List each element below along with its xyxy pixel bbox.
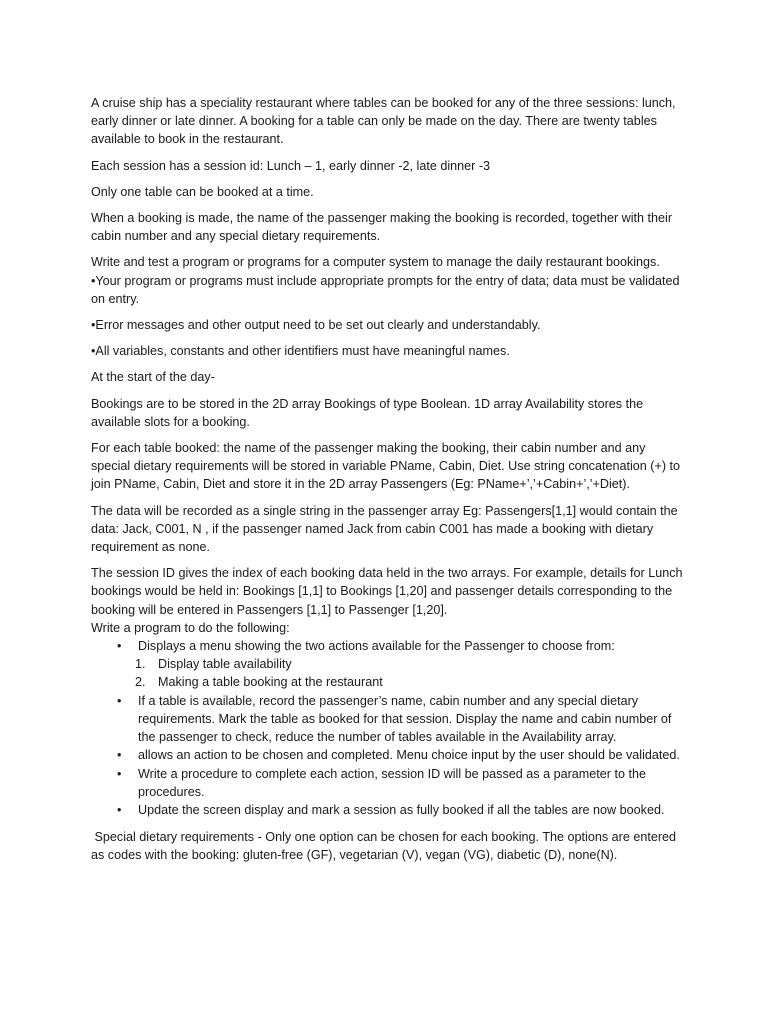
task-heading: Write and test a program or programs for a computer system to manage the daily restaurant bookings. <box>91 255 660 270</box>
program-heading: Write a program to do the following: <box>91 620 290 635</box>
menu-option <box>91 655 683 673</box>
bullet-icon: • <box>117 639 122 654</box>
intro-paragraph-session-ids: Each session has a session id: Lunch – 1, early dinner -2, late dinner -3 <box>91 158 491 173</box>
storage-paragraph-concatenation: For each table booked: the name of the passenger making the booking, their cabin number and any special dietary requirements will be stored in variable PName, Cabin, Diet. Use string concatenation (+) to join PName, Cabin, Diet and store it in the 2D array Passengers (Eg: PName+’,’+Cabin+’,’+Diet). <box>91 441 681 492</box>
list-item-text: Write a procedure to complete each action, session ID will be passed as a parameter to the procedures. <box>138 766 646 799</box>
program-requirements-list <box>91 637 683 819</box>
list-item <box>91 746 683 764</box>
bullet-icon: • <box>117 802 122 817</box>
task-bullet-errors: • Error messages and other output need to be set out clearly and understandably. <box>91 316 683 334</box>
storage-paragraph-session-index: The session ID gives the index of each booking data held in the two arrays. For example, details for Lunch bookings would be held in: Bookings [1,1] to Bookings [1,20] and passenger details corresponding to the booking will be entered in Passengers [1,1] to Passenger [1,20]. <box>91 566 683 617</box>
list-item <box>91 765 683 801</box>
menu-option-number: 2. <box>135 675 146 690</box>
bullet-icon: • <box>117 748 122 763</box>
intro-paragraph-one-table: Only one table can be booked at a time. <box>91 184 314 199</box>
dietary-requirements-paragraph: Special dietary requirements - Only one option can be chosen for each booking. The options are entered as codes with the booking: gluten-free (GF), vegetarian (V), vegan (VG), diabetic (D), none(N). <box>91 830 680 863</box>
menu-option-number: 1. <box>135 657 146 672</box>
start-of-day-label: At the start of the day- <box>91 370 215 385</box>
bullet-icon: • <box>117 766 122 781</box>
list-item-text: Update the screen display and mark a session as fully booked if all the tables are now booked. <box>138 802 665 817</box>
list-item <box>91 801 683 819</box>
menu-option <box>91 673 683 691</box>
list-item <box>91 692 683 747</box>
intro-paragraph-booking-record: When a booking is made, the name of the passenger making the booking is recorded, together with their cabin number and any special dietary requirements. <box>91 211 673 244</box>
list-item <box>91 637 683 692</box>
storage-paragraph-arrays: Bookings are to be stored in the 2D array Bookings of type Boolean. 1D array Availability stores the available slots for a booking. <box>91 396 644 429</box>
list-item-text: allows an action to be chosen and completed. Menu choice input by the user should be validated. <box>138 748 680 763</box>
document-page <box>91 94 683 873</box>
list-item-text: If a table is available, record the passenger’s name, cabin number and any special dietary requirements. Mark the table as booked for that session. Display the name and cabin number of the passenger to check, reduce the number of tables available in the Availability array. <box>138 693 672 745</box>
menu-option-label: Display table availability <box>158 657 292 672</box>
menu-option-label: Making a table booking at the restaurant <box>158 675 383 690</box>
list-item-text: Displays a menu showing the two actions available for the Passenger to choose from: <box>138 639 615 654</box>
storage-paragraph-example: The data will be recorded as a single string in the passenger array Eg: Passengers[1,1] would contain the data: Jack, C001, N , if the passenger named Jack from cabin C001 has made a booking with dietary requirement as none. <box>91 503 678 555</box>
intro-paragraph-restaurant: A cruise ship has a speciality restaurant where tables can be booked for any of the three sessions: lunch, early dinner or late dinner. A booking for a table can only be made on the day. There are twenty tables available to book in the restaurant. <box>91 96 676 147</box>
task-bullet-prompts: • Your program or programs must include appropriate prompts for the entry of data; data must be validated on entry. <box>91 272 683 308</box>
menu-options-list <box>91 655 683 691</box>
bullet-icon: • <box>117 693 122 708</box>
task-bullet-identifiers: • All variables, constants and other identifiers must have meaningful names. <box>91 342 683 360</box>
